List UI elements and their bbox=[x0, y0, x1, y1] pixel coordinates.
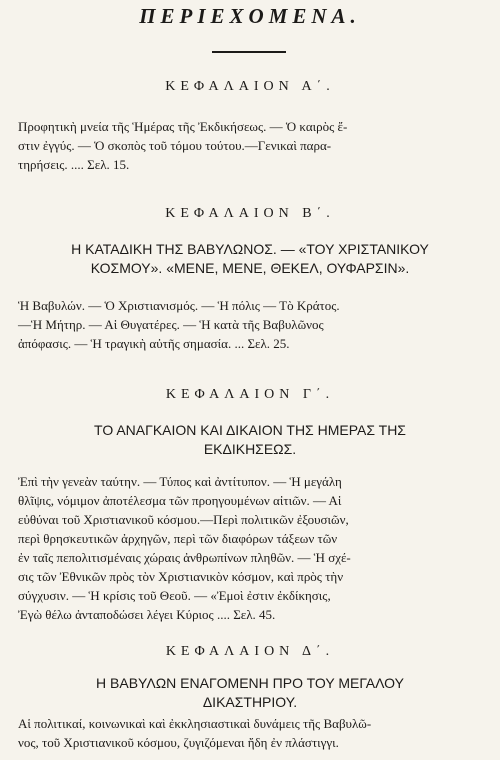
chapter-c-title-line-1: ΤΟ ΑΝΑΓΚΑΙΟΝ ΚΑΙ ΔΙΚΑΙΟΝ ΤΗΣ ΗΜΕΡΑΣ ΤΗΣ bbox=[94, 422, 406, 438]
chapter-c-line-2: θλῖψις, νόμιμον ἀποτέλεσμα τῶν προηγουμένων αἰτιῶν. — Αἱ bbox=[18, 493, 342, 508]
chapter-a-line-2: στιν ἐγγύς. — Ὁ σκοπὸς τοῦ τόμου τούτου.—Γενικαὶ παρα- bbox=[18, 138, 332, 153]
chapter-d-summary bbox=[18, 714, 486, 752]
chapter-d-line-1: Αἱ πολιτικαί, κοινωνικαὶ καὶ ἐκκλησιαστικαὶ δυνάμεις τῆς Βαβυλῶ- bbox=[18, 716, 372, 731]
chapter-b-line-1: Ἡ Βαβυλών. — Ὁ Χριστιανισμός. — Ἡ πόλις — Τὸ Κράτος. bbox=[18, 298, 340, 313]
chapter-d-line-2: νος, τοῦ Χριστιανικοῦ κόσμου, ζυγιζόμεναι ἤδη ἐν πλάστιγγι. bbox=[18, 735, 339, 750]
chapter-c-line-1: Ἐπὶ τὴν γενεὰν ταύτην. — Τύπος καὶ ἀντίτυπον. — Ἡ μεγάλη bbox=[18, 474, 342, 489]
chapter-a-line-1: Προφητικὴ μνεία τῆς Ἡμέρας τῆς Ἐκδικήσεως. — Ὁ καιρὸς ἔ- bbox=[18, 119, 348, 134]
chapter-a-line-3: τηρήσεις. .... Σελ. 15. bbox=[18, 157, 130, 172]
chapter-b-heading: ΚΕΦΑΛΑΙΟΝ Β΄. bbox=[165, 206, 335, 221]
chapter-c-line-6: σις τῶν Ἐθνικῶν πρὸς τὸν Χριστιανικὸν κόσμον, καὶ πρὸς τὴν bbox=[18, 569, 344, 584]
chapter-a-summary bbox=[18, 117, 486, 174]
title-rule bbox=[212, 51, 286, 53]
chapter-c-line-8: Ἐγὼ θέλω ἀνταποδώσει λέγει Κύριος .... Σελ. 45. bbox=[18, 607, 276, 622]
chapter-c-heading: ΚΕΦΑΛΑΙΟΝ Γ΄. bbox=[165, 387, 335, 402]
chapter-d-heading: ΚΕΦΑΛΑΙΟΝ Δ΄. bbox=[165, 644, 335, 659]
chapter-d-title-line-2: ΔΙΚΑΣΤΗΡΙΟΥ. bbox=[202, 694, 298, 710]
chapter-b-summary bbox=[18, 296, 486, 353]
chapter-b-title-line-1: Η ΚΑΤΑΔΙΚΗ ΤΗΣ ΒΑΒΥΛΩΝΟΣ. — «ΤΟΥ ΧΡΙΣΤΑΝΙΚΟΥ bbox=[71, 241, 429, 257]
chapter-c-line-7: σύγχυσιν. — Ἡ κρίσις τοῦ Θεοῦ. — «Ἐμοὶ ἐστιν ἐκδίκησις, bbox=[18, 588, 331, 603]
chapter-b-line-3: ἀπόφασις. — Ἡ τραγικὴ αὐτῆς σημασία. ... Σελ. 25. bbox=[18, 336, 290, 351]
chapter-c-summary bbox=[18, 472, 486, 624]
chapter-b-title bbox=[24, 240, 476, 278]
chapter-c-line-4: περὶ θρησκευτικῶν ἀρχηγῶν, περὶ τῶν διαφόρων τάξεων τῶν bbox=[18, 531, 338, 546]
page-title: ΠΕΡΙΕΧΟΜΕΝΑ. bbox=[139, 4, 361, 28]
chapter-b-line-2: —Ἡ Μήτηρ. — Αἱ Θυγατέρες. — Ἡ κατὰ τῆς Βαβυλῶνος bbox=[18, 317, 324, 332]
chapter-c-title-line-2: ΕΚΔΙΚΗΣΕΩΣ. bbox=[203, 441, 297, 457]
chapter-c-line-3: εὐθύναι τοῦ Χριστιανικοῦ κόσμου.—Περὶ πολιτικῶν ἐξουσιῶν, bbox=[18, 512, 349, 527]
chapter-b-title-line-2: ΚΟΣΜΟΥ». «ΜΕΝΕ, ΜΕΝΕ, ΘΕΚΕΛ, ΟΥΦΑΡΣΙΝ». bbox=[90, 260, 410, 276]
chapter-d-title bbox=[24, 674, 476, 712]
chapter-c-title bbox=[24, 421, 476, 459]
chapter-a-heading: ΚΕΦΑΛΑΙΟΝ Α΄. bbox=[165, 79, 335, 94]
chapter-c-line-5: ἐν ταῖς πεπολιτισμέναις χώραις ἀνθρωπίνων πληθῶν. — Ἡ σχέ- bbox=[18, 550, 351, 565]
chapter-d-title-line-1: Η ΒΑΒΥΛΩΝ ΕΝΑΓΟΜΕΝΗ ΠΡΟ ΤΟΥ ΜΕΓΑΛΟΥ bbox=[96, 675, 404, 691]
